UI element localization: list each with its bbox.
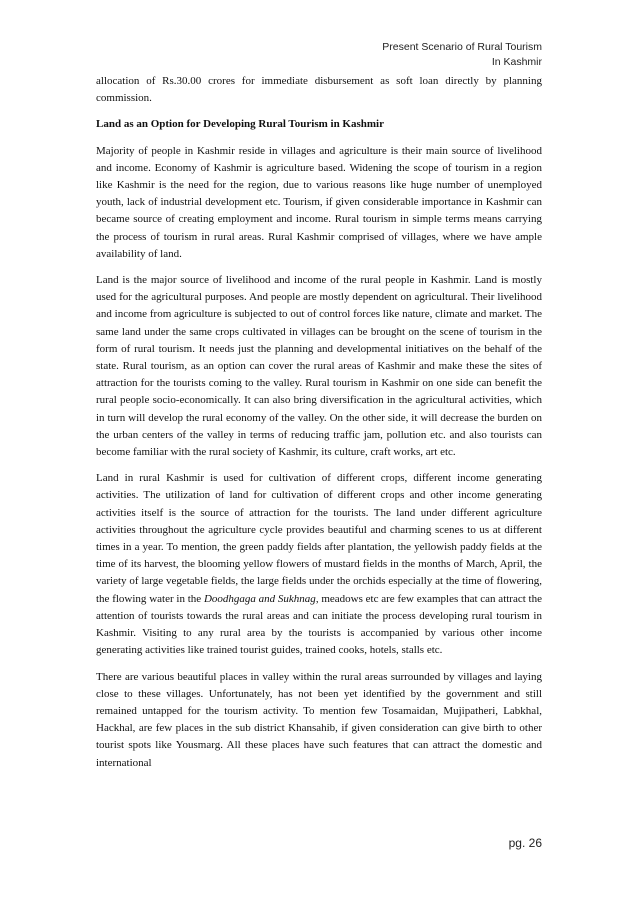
paragraph-2: Land is the major source of livelihood and income of the rural people in Kashmir. Land is mostly used for the agricultural purposes. And people are mostly dependent on agricultural. Their livelihood and income from agriculture is subjected to out of control forces like nature, climate and market. The same land under the same crops cultivated in villages can be brought on the scene of tourism in the form of rural tourism. It needs just the planning and developmental initiatives on the behalf of the state. Rural tourism, as an option can cover the rural areas of Kashmir and make these the sites of attraction for the tourists coming to the valley. Rural tourism in Kashmir on one side can benefit the rural people socio-economically. It can also bring diversification in the agricultural activities, which in turn will develop the rural economy of the valley. On the other side, it will decrease the burden on the urban centers of the valley in terms of reducing traffic jam, pollution etc. and also tourists can become familiar with the rural society of Kashmir, its culture, craft works, art etc.	[96, 274, 542, 459]
paragraph-continuation: allocation of Rs.30.00 crores for immediate disbursement as soft loan directly by planning commission.	[96, 75, 542, 105]
paragraph-3	[96, 470, 542, 659]
section-heading: Land as an Option for Developing Rural Tourism in Kashmir	[96, 118, 384, 131]
paragraph-1: Majority of people in Kashmir reside in villages and agriculture is their main source of livelihood and income. Economy of Kashmir is agriculture based. Widening the scope of tourism in a region like Kashmir is the need for the region, due to various reasons like huge number of unemployed youth, lack of industrial development etc. Tourism, if given considerable importance in Kashmir can became source of creating employment and income. Rural tourism in simple terms means carrying the process of tourism in rural areas. Rural Kashmir comprised of villages, where we have ample availability of land.	[96, 144, 542, 260]
paragraph-3-part-b: , meadows etc are few examples that can attract the attention of tourists towards the rural areas and can initiate the process developing rural tourism in Kashmir. Visiting to any rural area by the tourists is accompanied by various other income generating activities like trained tourist guides, trained cooks, hotels, stalls etc.	[96, 592, 542, 657]
paragraph-3-part-a: Land in rural Kashmir is used for cultivation of different crops, different income generating activities. The utilization of land for cultivation of different crops and other income generating activities itself is the source of attraction for the tourists. The land under different agriculture activities throughout the agriculture cycle provides beautiful and charming scenes to us at different times in a year. To mention, the green paddy fields after plantation, the yellowish paddy fields at the time of its harvest, the blooming yellow flowers of mustard fields in the months of March, April, the variety of large vegetable fields, the large fields under the orchids especially at the time of flowering, the flowing water in the	[96, 472, 542, 605]
running-header	[382, 40, 542, 70]
header-title-line-2: In Kashmir	[491, 56, 542, 68]
paragraph-4: There are various beautiful places in valley within the rural areas surrounded by villages and laying close to these villages. Unfortunately, has not been yet identified by the government and still remained untapped for the tourism activity. To mention few Tosamaidan, Mujipatheri, Labkhal, Hackhal, are few places in the sub district Khansahib, if given consideration can give birth to other tourist spots like Yousmarg. All these places have such features that can attract the domestic and international	[96, 670, 542, 769]
page-number: pg. 26	[508, 836, 542, 850]
body-text	[96, 73, 542, 781]
header-title-line-1: Present Scenario of Rural Tourism	[382, 41, 542, 53]
paragraph-3-italic-place-names: Doodhgaga and Sukhnag	[203, 592, 316, 605]
